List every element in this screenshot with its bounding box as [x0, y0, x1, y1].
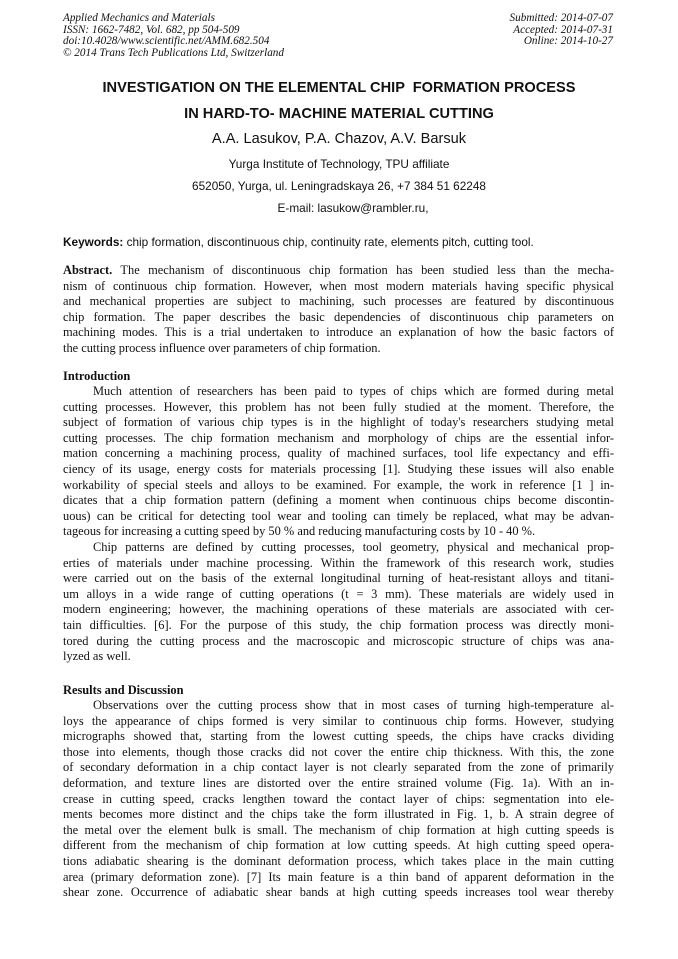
body-line: ments becomes more distinct and the chips take the form illustrated in Fig. 1, b. A strain degree of — [63, 807, 614, 822]
keywords — [63, 235, 534, 249]
introduction-body — [63, 384, 614, 665]
authors: A.A. Lasukov, P.A. Chazov, A.V. Barsuk — [211, 131, 467, 147]
body-line: cutting processes. However, this problem has not been fully studied at the moment. Therefore, the — [63, 399, 614, 414]
doi-line: doi:10.4028/www.scientific.net/AMM.682.504 — [63, 35, 270, 47]
abstract — [63, 263, 614, 357]
body-line: mation concerning a machining process, quality of machined surfaces, tool life expectancy and effi- — [63, 446, 614, 461]
body-line: ciency of its usage, energy costs for materials processing [1]. Studying these issues will also enable — [63, 461, 614, 476]
body-line: shear zone. Occurrence of adiabatic shear bands at high cutting speeds increases tool wear thereby — [63, 885, 614, 900]
body-line: micrographs showed that, starting from the lowest cutting speeds, the chips have cracks dividing — [63, 729, 614, 744]
body-line: tored during the cutting process and the macroscopic and microscopic structure of chips was ana- — [63, 633, 614, 648]
body-line: tageous for increasing a cutting speed by 50 % and reducing manufacturing costs by 10 - 40 %. — [63, 524, 536, 539]
body-line: were carried out on the basis of the external longitudinal turning of heat-resistant alloys and titani- — [63, 571, 614, 586]
body-line: uous) can be critical for detecting tool wear and tooling can timely be replaced, what may be advan- — [63, 508, 614, 523]
abstract-line: nism of continuous chip formation. However, when most modern materials having specific physical — [63, 278, 614, 293]
keywords-text: chip formation, discontinuous chip, continuity rate, elements pitch, cutting tool. — [123, 235, 534, 249]
body-line: um alloys in a wide range of cutting operations (t = 3 mm). These materials are widely used in — [63, 586, 614, 601]
body-line: loys the appearance of chips formed is very similar to continuous chip forms. However, studying — [63, 713, 614, 728]
body-line: erties of materials under machine processing. Within the framework of this research work, studies — [63, 555, 614, 570]
body-line: dicates that a chip formation pattern (defining a moment when continuous chips become discontin- — [63, 493, 614, 508]
abstract-line: and mechanical properties are subject to machining, such processes are featured by discontinuous — [63, 294, 614, 309]
body-line: Much attention of researchers has been paid to types of chips which are formed during metal — [93, 384, 614, 398]
affiliation-address: 652050, Yurga, ul. Leningradskaya 26, +7 384 51 62248 — [192, 179, 486, 193]
body-line: area (primary deformation zone). [7] Its main feature is a thin band of apparent deformation in the — [63, 869, 614, 884]
abstract-line: the cutting process influence over parameters of chip formation. — [63, 340, 381, 355]
abstract-line: chip formation. The paper describes the basic dependencies of discontinuous chip parameters on — [63, 309, 614, 324]
body-line: tain difficulties. [6]. For the purpose of this study, the chip formation process was directly moni- — [63, 617, 614, 632]
submitted-date: Submitted: 2014-07-07 — [509, 12, 613, 24]
affiliation-institute: Yurga Institute of Technology, TPU affiliate — [228, 157, 450, 171]
paper-title-line-2: IN HARD-TO- MACHINE MATERIAL CUTTING — [184, 106, 494, 122]
section-heading-results: Results and Discussion — [63, 683, 184, 697]
body-line: crease in cutting speed, cracks lengthen toward the contact layer of chips: segmentation into ele- — [63, 791, 614, 806]
body-line: different from the mechanism of chip formation at low cutting speeds. At high cutting speed opera- — [63, 838, 614, 853]
body-line: modern engineering; however, the machining operations of these materials are associated with cer- — [63, 602, 614, 617]
body-line: deformation, and texture lines are distorted over the entire strained volume (Fig. 1a). With an in- — [63, 775, 614, 790]
publication-dates — [510, 13, 613, 48]
body-line: lyzed as well. — [63, 649, 131, 664]
body-line: Chip patterns are defined by cutting processes, tool geometry, physical and mechanical prop- — [93, 539, 614, 554]
body-line: workability of special steels and alloys to be examined. For example, the work in reference [1 ] in- — [63, 477, 614, 492]
body-line: tions adiabatic shearing is the dominant deformation process, which takes place in the main cutting — [63, 853, 614, 868]
journal-name: Applied Mechanics and Materials — [63, 12, 215, 24]
journal-info — [63, 13, 284, 59]
abstract-label: Abstract. — [63, 263, 113, 277]
body-line: Observations over the cutting process show that in most cases of turning high-temperature al- — [93, 698, 614, 712]
abstract-line: Abstract. The mechanism of discontinuous chip formation has been studied less than the mecha- — [63, 263, 614, 277]
body-line: the metal over the element bulk is small. The mechanism of chip formation at high cutting speeds is — [63, 822, 614, 837]
results-body — [63, 698, 614, 901]
keywords-label: Keywords: — [63, 235, 124, 249]
issn-line: ISSN: 1662-7482, Vol. 682, pp 504-509 — [63, 23, 240, 36]
abstract-line: machining modes. This is a trial undertaken to introduce an explanation of how the basic factors of — [63, 325, 614, 340]
section-heading-introduction: Introduction — [63, 369, 131, 383]
paper-title-line-1: INVESTIGATION ON THE ELEMENTAL CHIP FORMATION PROCESS — [102, 80, 576, 96]
online-date: Online: 2014-10-27 — [523, 35, 613, 47]
accepted-date: Accepted: 2014-07-31 — [513, 23, 613, 36]
body-line: subject of formation of various chip types is in the highlight of today's researchers studying metal — [63, 415, 614, 430]
copyright-line: © 2014 Trans Tech Publications Ltd, Switzerland — [63, 46, 284, 59]
body-line: cutting processes. The chip formation mechanism and morphology of chips are the essential infor- — [63, 430, 614, 445]
affiliation-email: E-mail: lasukow@rambler.ru, — [277, 201, 429, 215]
body-line: of secondary deformation in a chip contact layer is not clearly separated from the zone of primarily — [63, 760, 614, 775]
body-line: those into elements, though those cracks did not cover the entire chip thickness. With this, the zone — [63, 744, 614, 759]
